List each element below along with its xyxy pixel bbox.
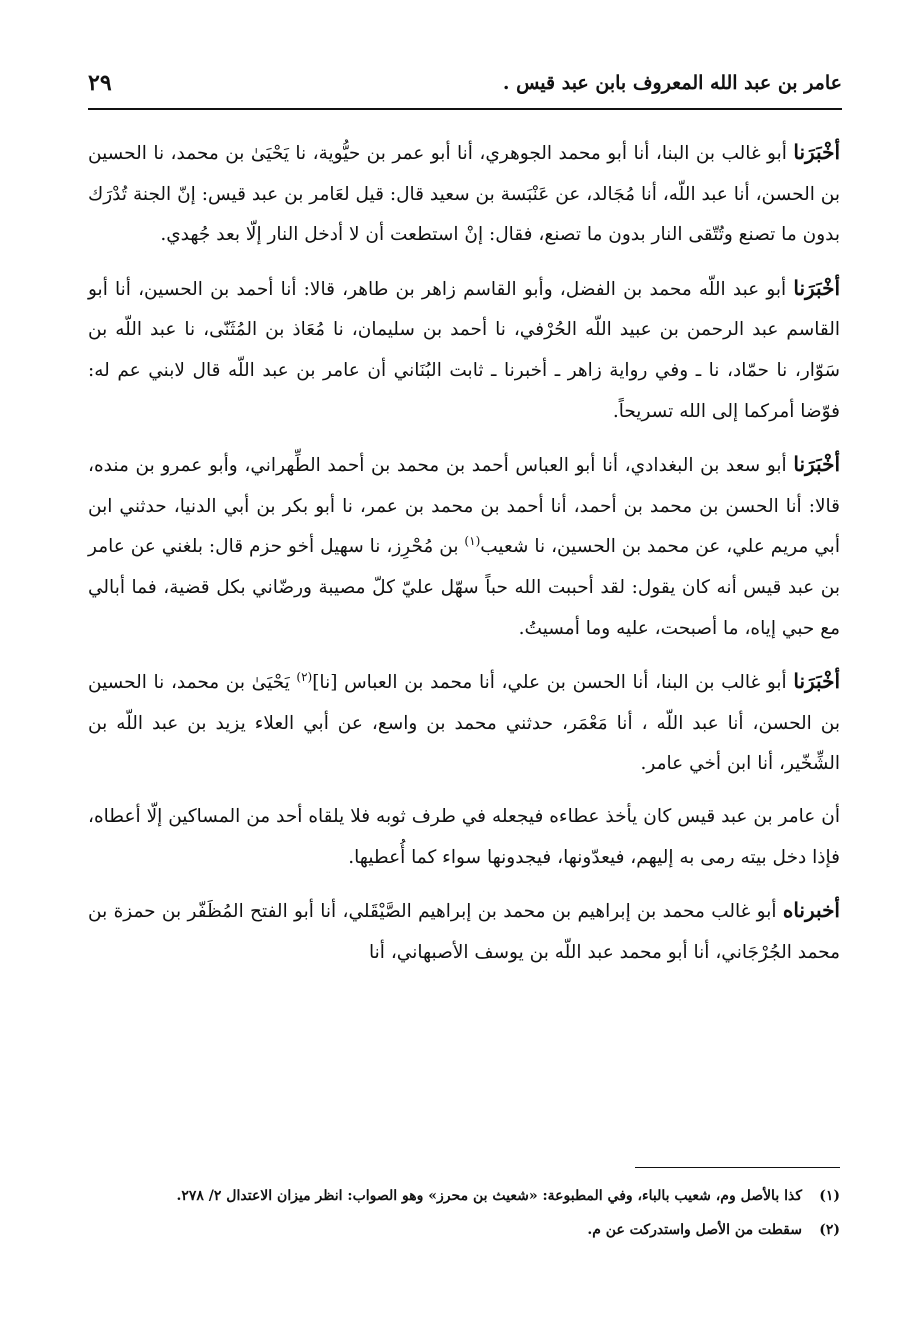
footnote-2 (88, 1216, 840, 1244)
paragraph-lead: أخْبَرَنا (793, 140, 840, 164)
paragraph-text: أبو سعد بن البغدادي، أنا أبو العباس أحمد بن محمد بن أحمد الطِّهراني، وأبو عمرو بن منده، قالا: أنا الحسن بن محمد بن أحمد، أنا أحمد بن محمد بن عمر، نا أبو بكر بن أبي الدنيا، حدثني ابن أبي مريم علي، عن محمد بن الحسين، نا شعيب (88, 455, 840, 558)
footnote-text: سقطت من الأصل واستدركت عن م. (587, 1222, 802, 1238)
footnote-ref-1: (١) (464, 534, 481, 549)
footnote-number: (٢) (819, 1222, 840, 1238)
paragraph-text: يَحْيَىٰ بن محمد، نا الحسين بن الحسن، أنا عبد اللّه ، أنا مَعْمَر، حدثني محمد بن واسع، عن أبي العلاء يزيد بن عبد اللّه بن الشِّخّير، أنا ابن أخي عامر. (88, 672, 840, 775)
paragraph-text: أبو عبد اللّه محمد بن الفضل، وأبو القاسم زاهر بن طاهر، قالا: أنا أحمد بن الحسين، أنا أبو القاسم عبد الرحمن بن عبيد اللّه الحُرْفي، نا أحمد بن سليمان، نا مُعَاذ بن المُثَنّى، نا عبد اللّه بن سَوّار، نا حمّاد، نا ـ وفي رواية زاهر ـ أخبرنا ـ ثابت البُنَاني أن عامر بن عبد اللّه قال لابني عم له: فوّضا أمركما إلى الله تسريحاً. (88, 278, 840, 422)
page-number: ٢٩ (88, 70, 112, 96)
paragraph-text: أبو غالب بن البنا، أنا أبو محمد الجوهري، أنا أبو عمر بن حيُّوية، نا يَحْيَىٰ بن محمد، نا الحسين بن الحسن، أنا عبد اللّه، أنا مُجَالد، عن عَنْبَسة بن سعيد قال: قيل لعَامر بن عبد قيس: إنّ الجنة تُدْرَك بدون ما تصنع وتُتّقى النار بدون ما تصنع، فقال: إنْ استطعت أن لا أدخل النار إلّا بعد جُهدي. (88, 143, 840, 246)
paragraph-1 (88, 132, 840, 256)
paragraph-3 (88, 444, 840, 649)
paragraph-lead: أخْبَرَنا (793, 275, 840, 300)
footnote-number: (١) (819, 1188, 840, 1204)
footnote-1 (88, 1182, 840, 1210)
paragraph-6 (88, 890, 840, 973)
paragraph-lead: أخبرناه (782, 898, 840, 923)
paragraph-5 (88, 797, 840, 878)
footnotes (88, 1182, 840, 1250)
footnote-separator (635, 1167, 840, 1168)
running-head (88, 62, 842, 110)
footnote-text: كذا بالأصل وم، شعيب بالباء، وفي المطبوعة: «شعيث بن محرز» وهو الصواب: انظر ميزان الاعتدال ٢/ ٢٧٨. (176, 1188, 802, 1204)
paragraph-lead: أخْبَرَنا (793, 452, 840, 477)
running-title: عامر بن عبد الله المعروف بابن عبد قيس . (502, 72, 842, 94)
footnote-ref-2: (٢) (296, 669, 313, 684)
paragraph-2 (88, 268, 840, 432)
paragraph-4 (88, 661, 840, 785)
paragraph-lead: أخْبَرَنا (793, 669, 840, 694)
main-text (88, 132, 840, 985)
paragraph-text: أبو غالب محمد بن إبراهيم بن محمد بن إبراهيم الصَّيْقَلي، أنا أبو الفتح المُظَفّر بن حمزة بن محمد الجُرْجَاني، أنا أبو محمد عبد اللّه بن يوسف الأصبهاني، أنا (88, 901, 840, 963)
paragraph-text: أن عامر بن عبد قيس كان يأخذ عطاءه فيجعله في طرف ثوبه فلا يلقاه أحد من المساكين إلّا أعطاه، فإذا دخل بيته رمى به إليهم، فيعدّونها، فيجدونها سواء كما أُعطيها. (88, 805, 840, 868)
paragraph-text: أبو غالب بن البنا، أنا الحسن بن علي، أنا محمد بن العباس [نا] (312, 672, 794, 694)
paragraph-text: بن مُحْرِز، نا سهيل أخو حزم قال: بلغني عن عامر بن عبد قيس أنه كان يقول: لقد أحببت الله حباً سهّل عليّ كلّ مصيبة ورضّاني بكل قضية، فما أبالي مع حبي إياه، ما أصبحت، عليه وما أمسيتُ. (88, 536, 840, 639)
